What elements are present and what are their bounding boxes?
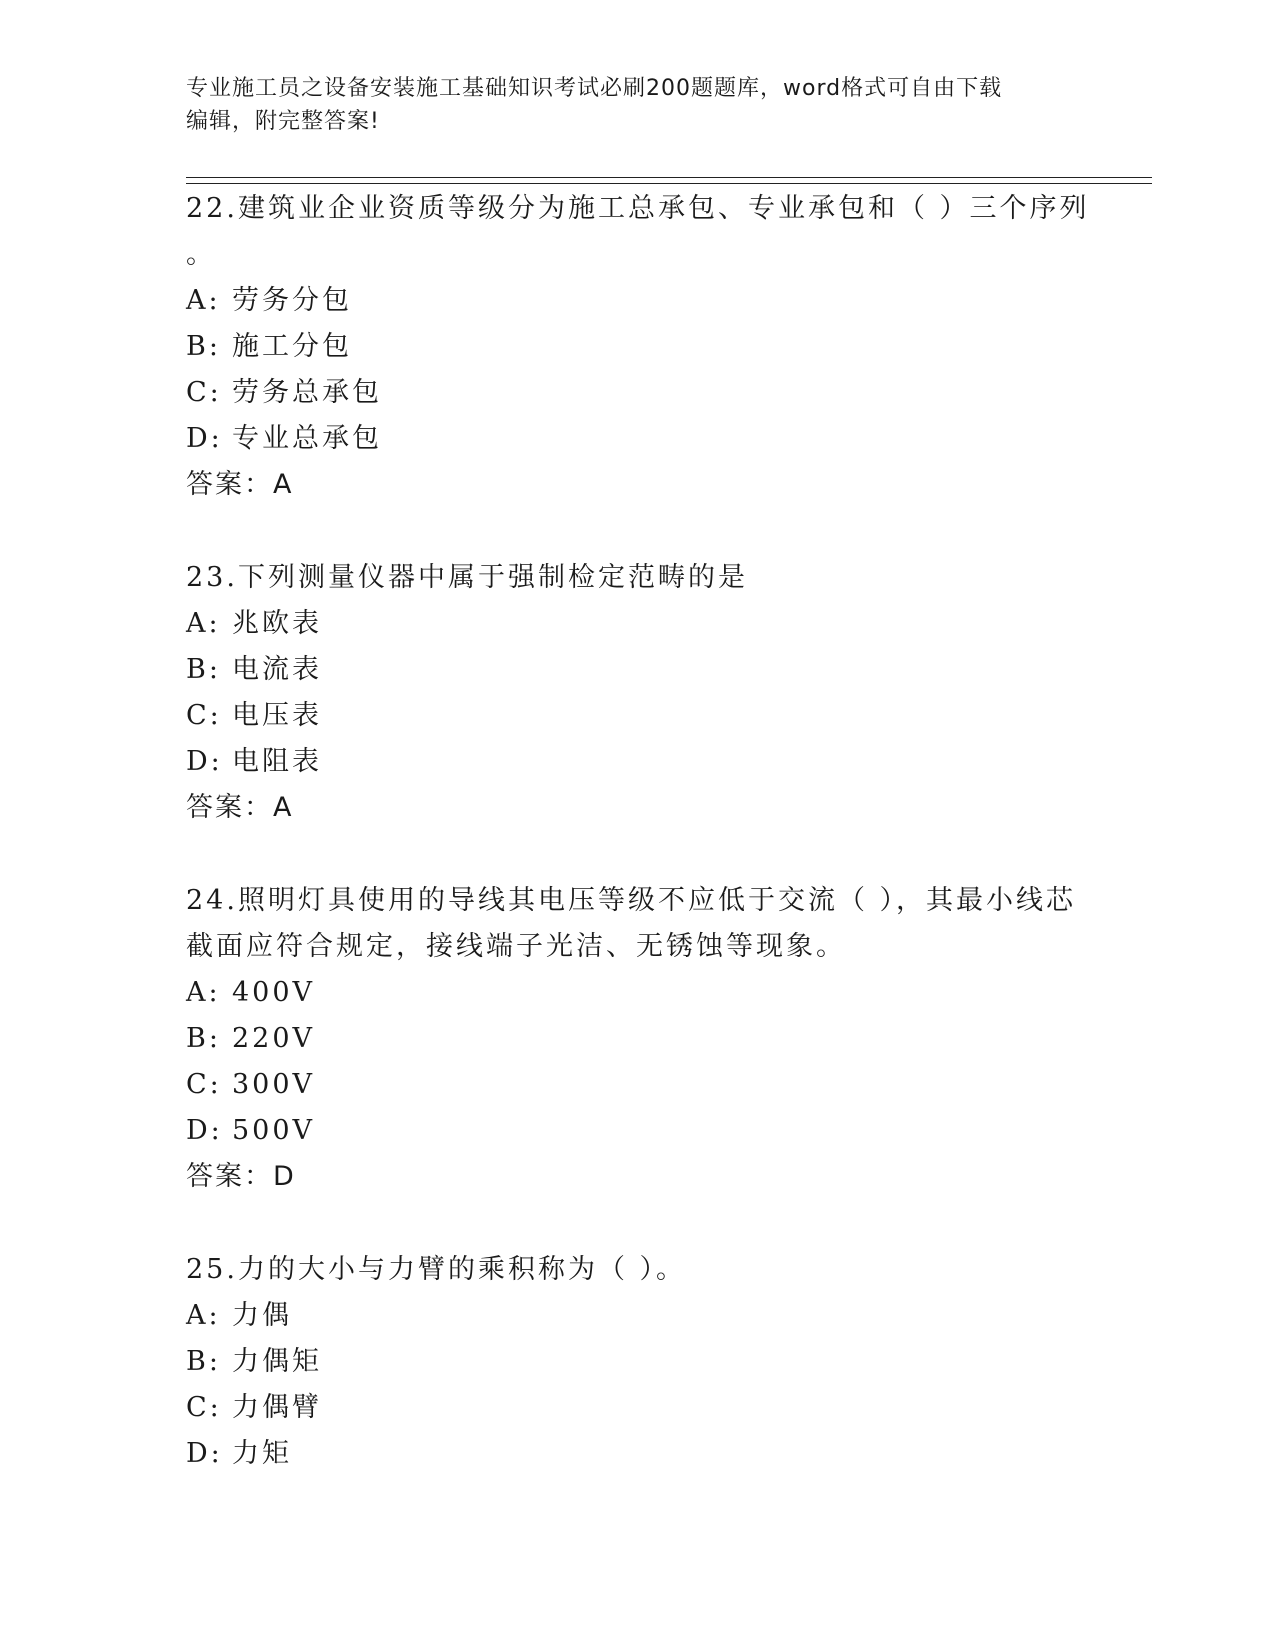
- option-text: 力矩: [232, 1438, 292, 1469]
- option-letter: D:: [186, 1115, 223, 1146]
- option-letter: D:: [186, 1438, 223, 1469]
- option-letter: A:: [186, 977, 221, 1008]
- document-header: [186, 72, 1086, 138]
- option-text: 力偶: [232, 1300, 292, 1331]
- option-b: [186, 1016, 1086, 1062]
- option-letter: A:: [186, 1300, 221, 1331]
- option-text: 220V: [232, 1023, 316, 1054]
- option-d: [186, 1108, 1086, 1154]
- option-text: 兆欧表: [232, 608, 322, 639]
- header-line-2: 编辑，附完整答案!: [186, 109, 380, 134]
- header-line-1: 专业施工员之设备安装施工基础知识考试必刷200题题库，word格式可自由下载: [186, 76, 1003, 101]
- answer-label: 答案：A: [186, 792, 294, 823]
- question-25: [186, 1247, 1086, 1477]
- option-letter: C:: [186, 1069, 222, 1100]
- option-a: [186, 1293, 1086, 1339]
- option-letter: C:: [186, 700, 222, 731]
- option-text: 电阻表: [232, 746, 322, 777]
- question-stem-line-1: 23.下列测量仪器中属于强制检定范畴的是: [186, 562, 748, 593]
- option-b: [186, 324, 1086, 370]
- option-letter: B:: [186, 1346, 221, 1377]
- option-letter: A:: [186, 608, 221, 639]
- question-stem-line-1: 22.建筑业企业资质等级分为施工总承包、专业承包和（ ）三个序列: [186, 193, 1090, 224]
- answer-label: 答案：D: [186, 1161, 296, 1192]
- option-b: [186, 647, 1086, 693]
- option-text: 电流表: [232, 654, 322, 685]
- option-text: 400V: [232, 977, 316, 1008]
- option-c: [186, 693, 1086, 739]
- header-divider-top: [186, 177, 1152, 178]
- option-text: 劳务总承包: [232, 377, 382, 408]
- option-letter: D:: [186, 423, 223, 454]
- option-text: 电压表: [232, 700, 322, 731]
- option-c: [186, 370, 1086, 416]
- option-letter: B:: [186, 654, 221, 685]
- option-letter: D:: [186, 746, 223, 777]
- option-letter: A:: [186, 285, 221, 316]
- option-text: 力偶矩: [232, 1346, 322, 1377]
- option-letter: C:: [186, 377, 222, 408]
- option-letter: B:: [186, 1023, 221, 1054]
- option-text: 力偶臂: [232, 1392, 322, 1423]
- option-text: 施工分包: [232, 331, 352, 362]
- question-22: [186, 186, 1090, 508]
- option-a: [186, 601, 1086, 647]
- question-24: [186, 878, 1086, 1200]
- option-d: [186, 416, 1086, 462]
- option-text: 劳务分包: [232, 285, 352, 316]
- option-letter: C:: [186, 1392, 222, 1423]
- option-text: 专业总承包: [232, 423, 382, 454]
- option-d: [186, 1431, 1086, 1477]
- header-divider-bottom: [186, 183, 1152, 184]
- question-stem-line-1: 25.力的大小与力臂的乘积称为（ ）。: [186, 1254, 687, 1285]
- option-text: 500V: [232, 1115, 316, 1146]
- question-23: [186, 555, 1086, 831]
- question-stem-line-1: 24.照明灯具使用的导线其电压等级不应低于交流（ ），其最小线芯: [186, 885, 1077, 916]
- answer-label: 答案：A: [186, 469, 294, 500]
- option-c: [186, 1385, 1086, 1431]
- question-list: [186, 186, 1090, 1524]
- option-a: [186, 970, 1086, 1016]
- option-d: [186, 739, 1086, 785]
- option-c: [186, 1062, 1086, 1108]
- question-stem-line-2: 截面应符合规定，接线端子光洁、无锈蚀等现象。: [186, 931, 846, 962]
- option-letter: B:: [186, 331, 221, 362]
- option-text: 300V: [232, 1069, 316, 1100]
- option-a: [186, 278, 1086, 324]
- option-b: [186, 1339, 1086, 1385]
- question-stem-line-2: 。: [186, 239, 216, 270]
